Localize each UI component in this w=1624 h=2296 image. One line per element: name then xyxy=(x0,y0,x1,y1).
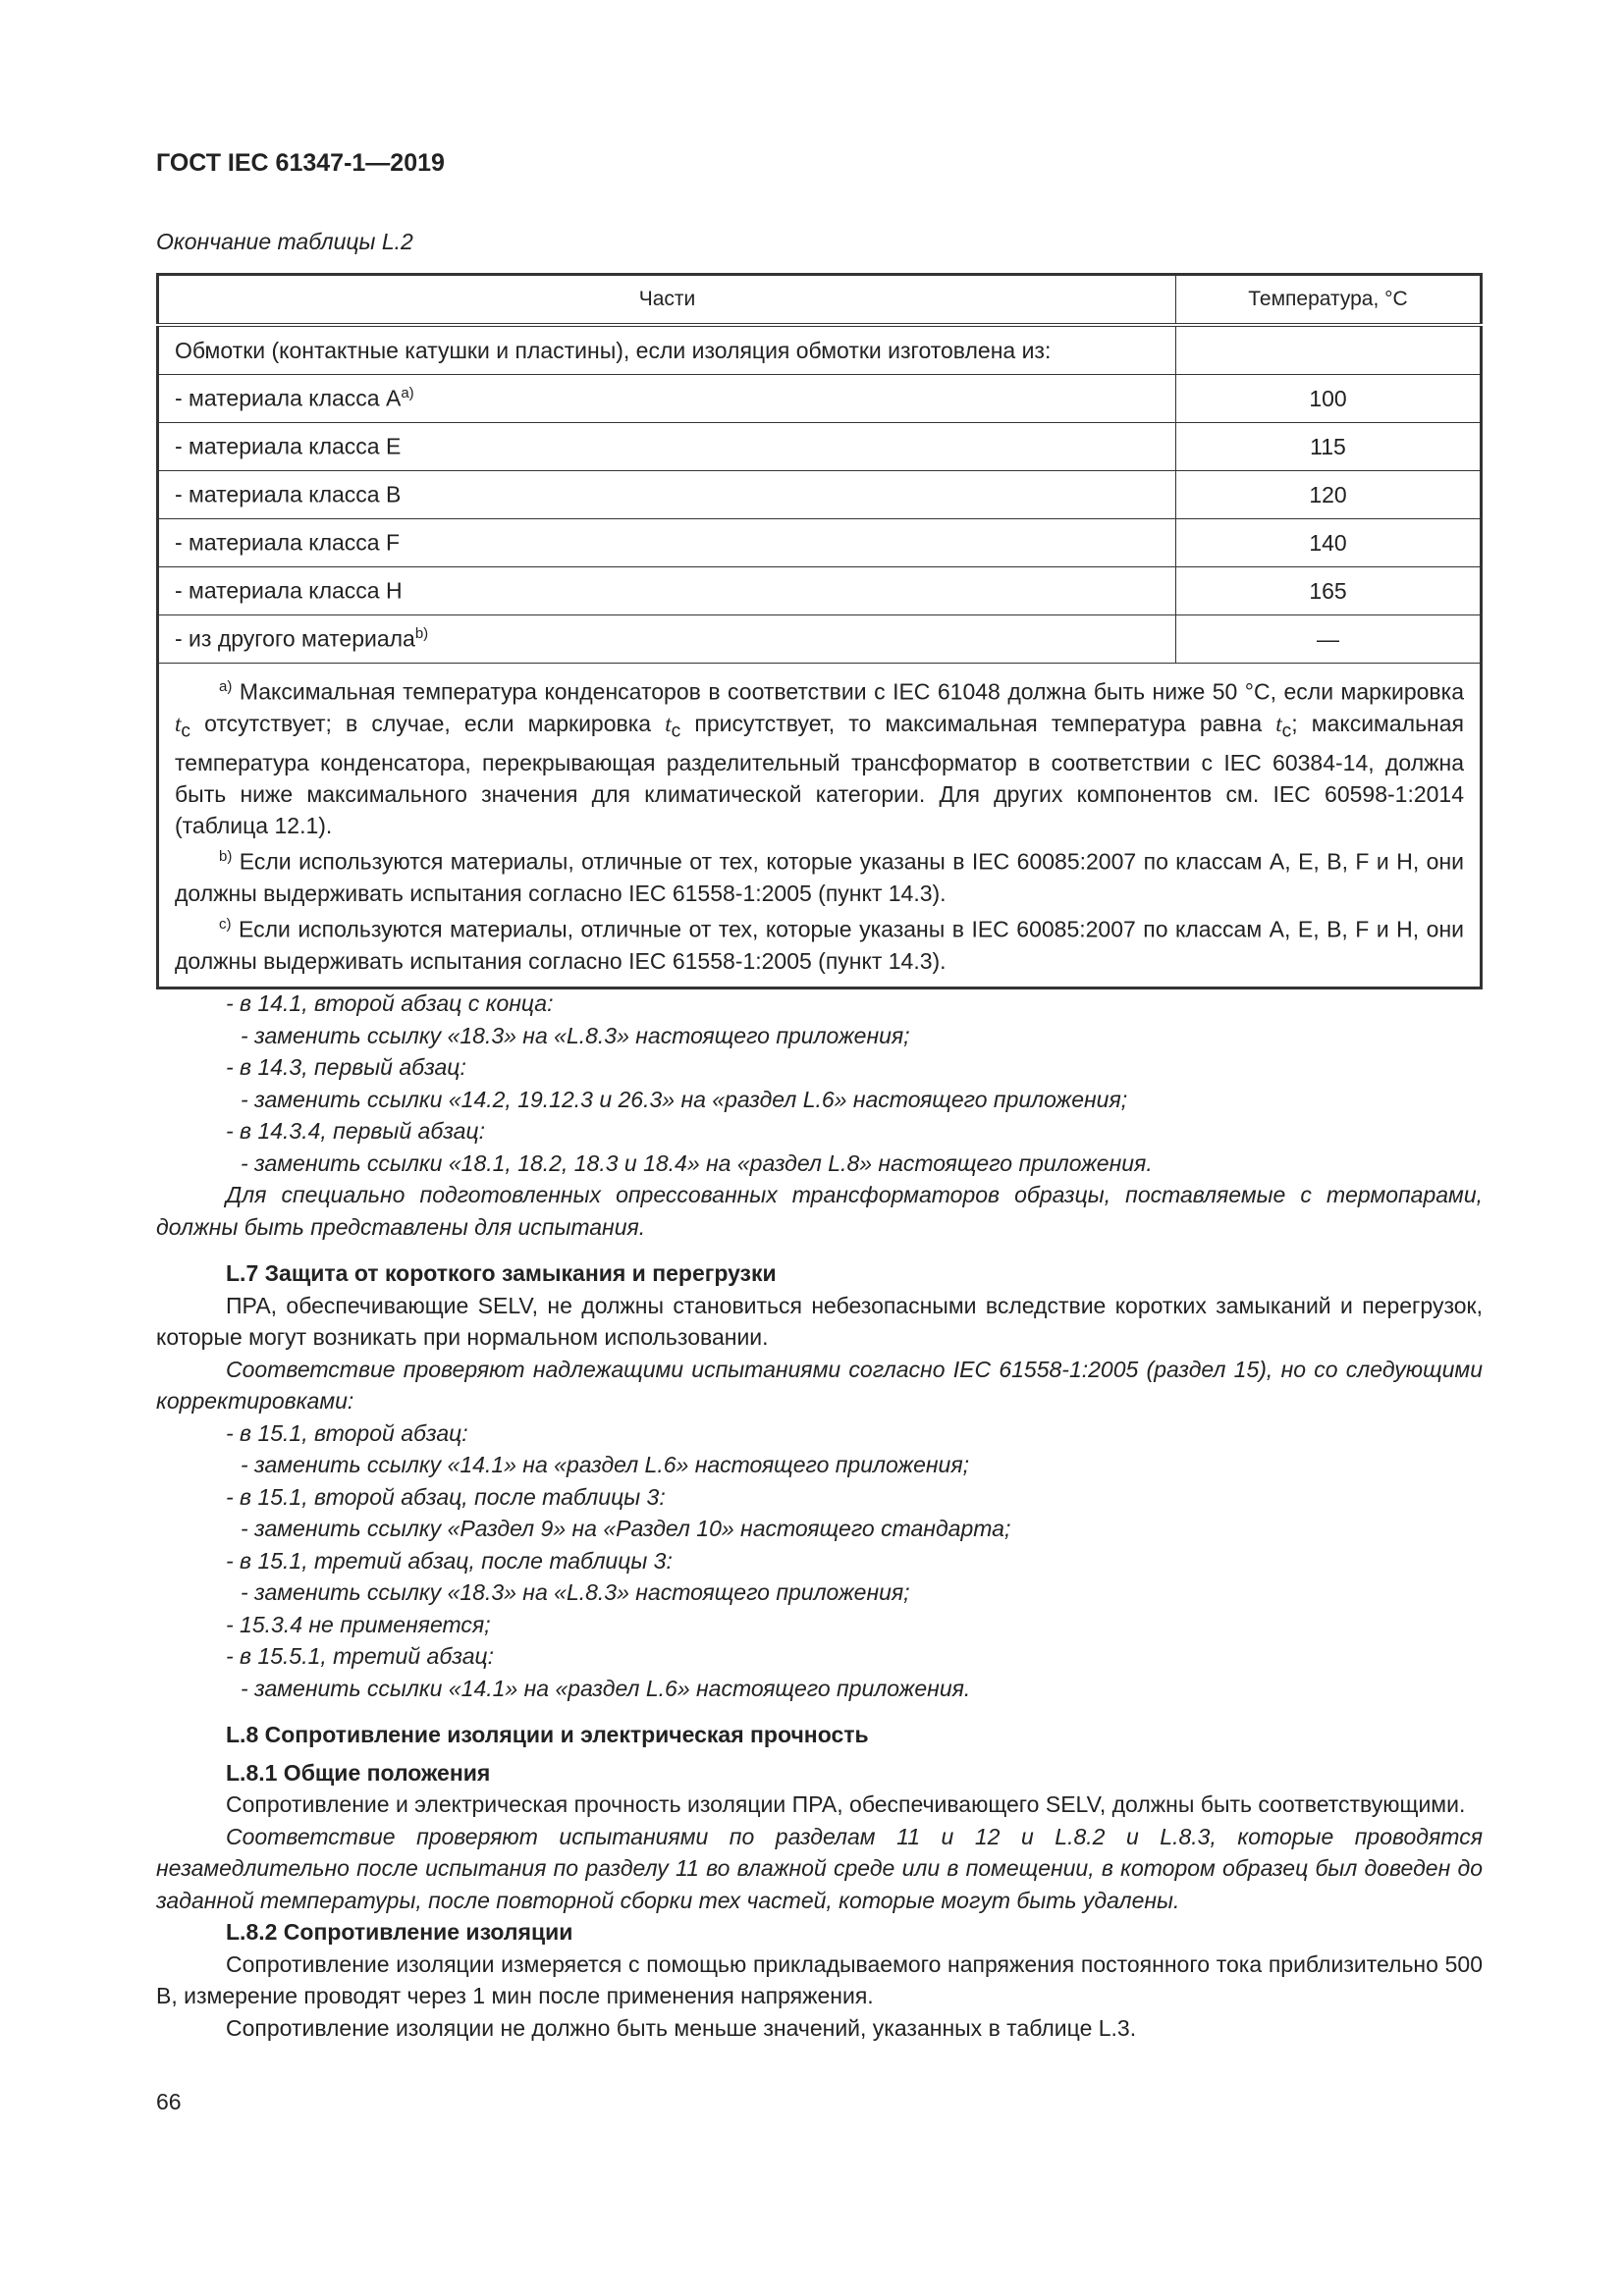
list-item: - в 15.1, третий абзац, после таблицы 3: xyxy=(226,1547,673,1574)
list-item: - в 14.1, второй абзац с конца: xyxy=(226,990,554,1016)
section-heading-l8-2: L.8.2 Сопротивление изоляции xyxy=(226,1919,573,1945)
paragraph: Соответствие проверяют надлежащими испытаниями согласно IEC 61558-1:2005 (раздел 15), но со следующими корректировками: xyxy=(156,1356,1483,1414)
paragraph: Сопротивление изоляции измеряется с помощью прикладываемого напряжения постоянного тока приблизительно 500 В, измерение проводят через 1 мин после применения напряжения. xyxy=(156,1950,1483,2008)
section-heading-l7: L.7 Защита от короткого замыкания и перегрузки xyxy=(226,1260,777,1286)
table-row xyxy=(158,325,1482,375)
part-cell: - материала класса $А^{a)}$ xyxy=(158,375,1176,423)
paragraph: Для специально подготовленных опрессованных трансформаторов образцы, поставляемые с термопарами, должны быть представлены для испытания. xyxy=(156,1182,1483,1240)
table-row xyxy=(158,615,1482,664)
list-item: - в 14.3.4, первый абзац: xyxy=(226,1118,486,1144)
section-heading-l8: L.8 Сопротивление изоляции и электрическая прочность xyxy=(226,1722,869,1747)
table-row xyxy=(158,519,1482,567)
list-item: - в 15.1, второй абзац, после таблицы 3: xyxy=(226,1483,666,1510)
table-caption: Окончание таблицы L.2 xyxy=(156,229,413,254)
corrections-list xyxy=(156,1417,1483,1705)
list-item: - в 14.3, первый абзац: xyxy=(226,1054,466,1080)
paragraph: ПРА, обеспечивающие SELV, не должны становиться небезопасными вследствие коротких замыканий и перегрузок, которые могут возникать при нормальном использовании. xyxy=(156,1292,1483,1350)
table-row xyxy=(158,423,1482,471)
list-item: - заменить ссылку «18.3» на «L.8.3» настоящего приложения; xyxy=(241,1579,910,1605)
temperature-table xyxy=(156,273,1483,989)
group-row-label: Обмотки (контактные катушки и пластины), если изоляция обмотки изготовлена из: xyxy=(158,325,1176,375)
part-cell: - материала класса F xyxy=(158,519,1176,567)
paragraph: Сопротивление и электрическая прочность изоляции ПРА, обеспечивающего SELV, должны быть соответствующими. xyxy=(226,1791,1466,1817)
footnote-a: $^{a)}$ Максимальная температура конденсаторов в соответствии с IEC 61048 должна быть ниже 50 °С, если маркировка $t_c$ отсутствует; в случае, если маркировка $t_c$ присутствует, то максимальная температура равна $t_c$; максимальная температура конденсатора, перекрывающая разделительный трансформатор в соответствии с IEC 60384-14, должна быть ниже максимального значения для климатической категории. Для других компонентов см. IEC 60598-1:2014 (таблица 12.1). xyxy=(175,678,1464,839)
list-item: - 15.3.4 не применяется; xyxy=(226,1611,491,1637)
table-footnotes xyxy=(158,664,1482,988)
page-number: 66 xyxy=(156,2089,182,2114)
list-item: - заменить ссылку «Раздел 9» на «Раздел 10» настоящего стандарта; xyxy=(241,1516,1011,1541)
part-cell: - из другого материала$^{b)}$ xyxy=(158,615,1176,664)
list-item: - заменить ссылки «14.2, 19.12.3 и 26.3» на «раздел L.6» настоящего приложения; xyxy=(241,1086,1128,1112)
temperature-cell: — xyxy=(1176,615,1482,664)
table-row xyxy=(158,471,1482,519)
footnote-c: $^{c)}$ Если используются материалы, отличные от тех, которые указаны в IEC 60085:2007 по классам А, Е, В, F и Н, они должны выдерживать испытания согласно IEC 61558-1:2005 (пункт 14.3). xyxy=(175,915,1464,974)
list-item: - заменить ссылку «18.3» на «L.8.3» настоящего приложения; xyxy=(241,1022,910,1048)
paragraph: Соответствие проверяют испытаниями по разделам 11 и 12 и L.8.2 и L.8.3, которые проводятся незамедлительно после испытания по разделу 11 во влажной среде или в помещении, в котором образец был доведен до заданной температуры, после повторной сборки тех частей, которые могут быть удалены. xyxy=(156,1823,1483,1913)
list-item: - заменить ссылку «14.1» на «раздел L.6» настоящего приложения; xyxy=(241,1452,969,1477)
part-cell: - материала класса В xyxy=(158,471,1176,519)
temperature-cell: 140 xyxy=(1176,519,1482,567)
document-title: ГОСТ IEC 61347-1—2019 xyxy=(156,149,445,177)
list-item: - заменить ссылки «18.1, 18.2, 18.3 и 18.4» на «раздел L.8» настоящего приложения. xyxy=(241,1149,1153,1176)
list-item: - заменить ссылки «14.1» на «раздел L.6» настоящего приложения. xyxy=(241,1675,971,1701)
temperature-cell: 165 xyxy=(1176,567,1482,615)
paragraph: Сопротивление изоляции не должно быть меньше значений, указанных в таблице L.3. xyxy=(226,2014,1137,2041)
table-row xyxy=(158,567,1482,615)
column-header-parts: Части xyxy=(158,275,1176,326)
temperature-cell: 100 xyxy=(1176,375,1482,423)
column-header-temperature: Температура, °С xyxy=(1176,275,1482,326)
part-cell: - материала класса Н xyxy=(158,567,1176,615)
footnote-b: $^{b)}$ Если используются материалы, отличные от тех, которые указаны в IEC 60085:2007 по классам А, Е, В, F и Н, они должны выдерживать испытания согласно IEC 61558-1:2005 (пункт 14.3). xyxy=(175,848,1464,906)
list-item: - в 15.1, второй абзац: xyxy=(226,1419,468,1446)
temperature-cell: 115 xyxy=(1176,423,1482,471)
table-row xyxy=(158,375,1482,423)
body-text xyxy=(156,988,1483,2044)
list-item: - в 15.5.1, третий абзац: xyxy=(226,1643,495,1669)
part-cell: - материала класса Е xyxy=(158,423,1176,471)
temperature-cell: 120 xyxy=(1176,471,1482,519)
section-heading-l8-1: L.8.1 Общие положения xyxy=(226,1759,491,1786)
